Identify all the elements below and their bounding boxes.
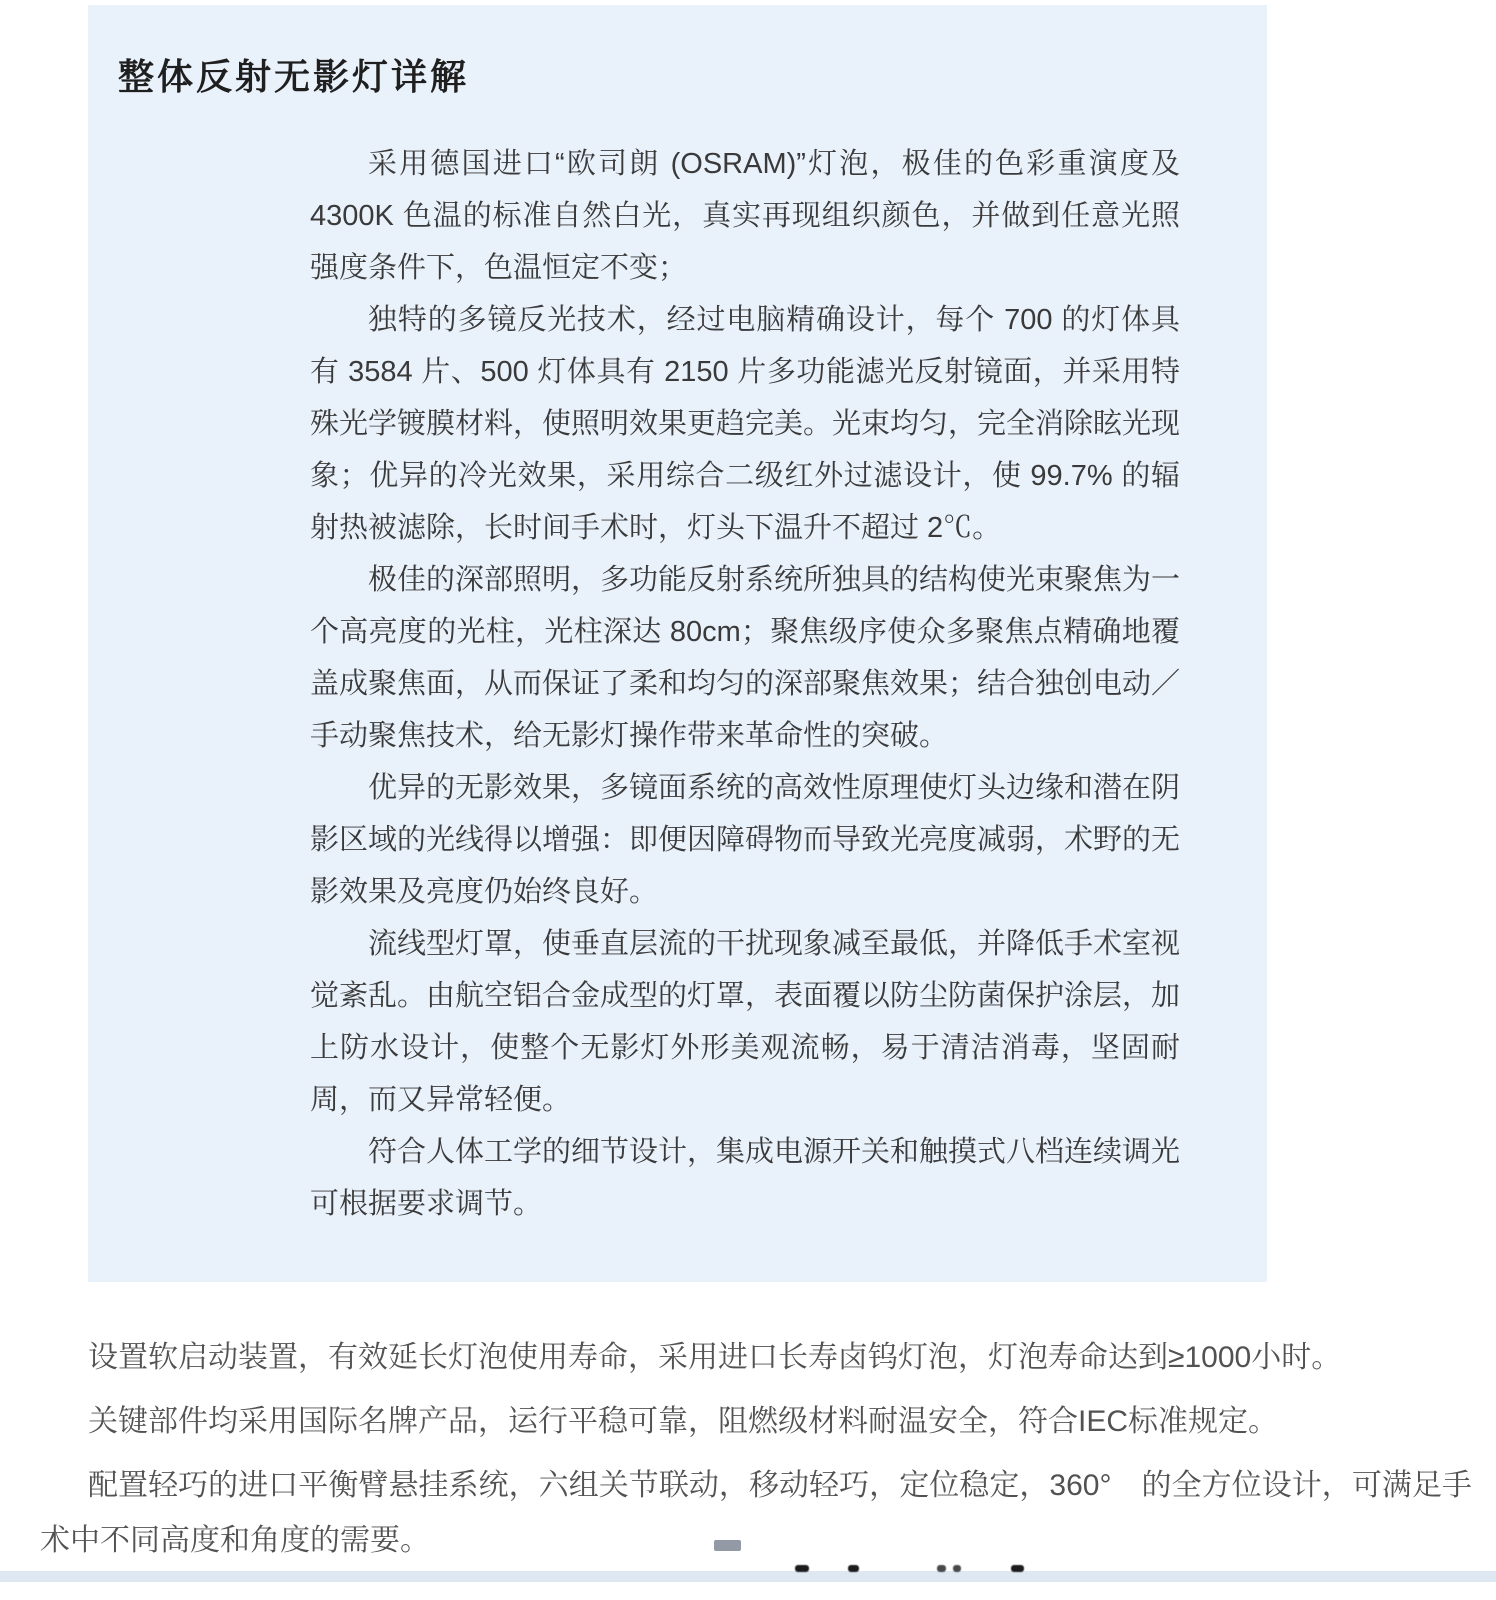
description-paragraph-deep-illumination: 极佳的深部照明，多功能反射系统所独具的结构使光束聚焦为一个高亮度的光柱，光柱深达 80cm；聚焦级序使众多聚焦点精确地覆盖成聚焦面，从而保证了柔和均匀的深部聚焦效果；结合独创电动／手动聚焦技术，给无影灯操作带来革命性的突破。 — [310, 564, 1181, 752]
cutoff-content-dot — [1011, 1565, 1024, 1572]
product-detail-panel — [88, 5, 1267, 1282]
description-paragraph-bulb: 采用德国进口“欧司朗 (OSRAM)”灯泡，极佳的色彩重演度及 4300K 色温的标准自然白光，真实再现组织颜色，并做到任意光照强度条件下，色温恒定不变； — [310, 148, 1180, 284]
description-paragraph-mirror-tech: 独特的多镜反光技术，经过电脑精确设计，每个 700 的灯体具有 3584 片、500 灯体具有 2150 片多功能滤光反射镜面，并采用特殊光学镀膜材料，使照明效果更趋完美。光束均匀，完全消除眩光现象；优异的冷光效果，采用综合二级红外过滤设计，使 99.7% 的辐射热被滤除，长时间手术时，灯头下温升不超过 2℃。 — [310, 304, 1181, 544]
next-section-top-edge — [0, 1571, 1496, 1582]
gray-dash-marker — [714, 1540, 741, 1551]
cutoff-content-dot — [937, 1565, 946, 1572]
footer-paragraph-soft-start: 设置软启动装置，有效延长灯泡使用寿命，采用进口长寿卤钨灯泡，灯泡寿命达到≥1000小时。 — [88, 1341, 1342, 1374]
additional-specs-text — [40, 1330, 1472, 1577]
product-description-body — [310, 138, 1180, 1230]
footer-paragraph-balance-arm: 配置轻巧的进口平衡臂悬挂系统，六组关节联动，移动轻巧，定位稳定，360° 的全方位设计，可满足手术中不同高度和角度的需要。 — [40, 1469, 1472, 1557]
cutoff-content-dot — [848, 1565, 859, 1572]
footer-paragraph-key-components: 关键部件均采用国际名牌产品，运行平稳可靠，阻燃级材料耐温安全，符合IEC标准规定。 — [88, 1405, 1279, 1438]
page-title: 整体反射无影灯详解 — [118, 56, 470, 97]
description-paragraph-ergonomics: 符合人体工学的细节设计，集成电源开关和触摸式八档连续调光可根据要求调节。 — [310, 1136, 1181, 1220]
cutoff-content-dot — [953, 1565, 961, 1572]
description-paragraph-shadowless-effect: 优异的无影效果，多镜面系统的高效性原理使灯头边缘和潜在阴影区域的光线得以增强：即便因障碍物而导致光亮度减弱，术野的无影效果及亮度仍始终良好。 — [310, 772, 1181, 908]
cutoff-content-dot — [795, 1565, 809, 1572]
description-paragraph-lamp-housing: 流线型灯罩，使垂直层流的干扰现象减至最低，并降低手术室视觉紊乱。由航空铝合金成型的灯罩，表面覆以防尘防菌保护涂层，加上防水设计，使整个无影灯外形美观流畅，易于清洁消毒，坚固耐周，而又异常轻便。 — [310, 928, 1181, 1116]
